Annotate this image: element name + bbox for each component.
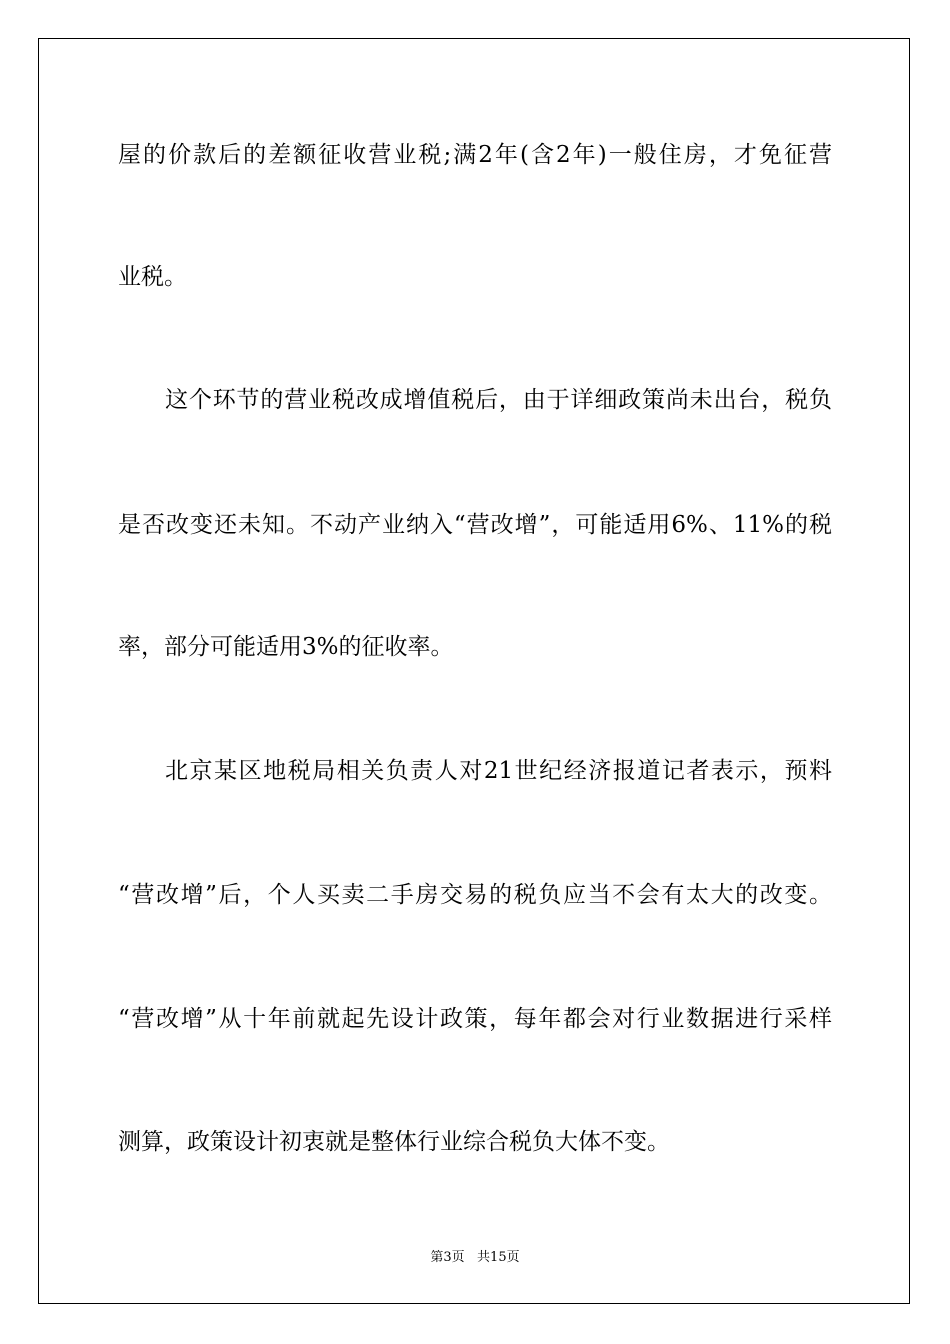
page-border — [38, 38, 910, 1304]
paragraph-line-1: 屋的价款后的差额征收营业税;满2年(含2年)一般住房，才免征营 — [118, 142, 832, 168]
paragraph-line-3: 这个环节的营业税改成增值税后，由于详细政策尚未出台，税负 — [165, 387, 832, 413]
paragraph-line-8: “营改增”从十年前就起先设计政策，每年都会对行业数据进行采样 — [118, 1006, 832, 1032]
paragraph-line-6: 北京某区地税局相关负责人对21世纪经济报道记者表示，预料 — [165, 758, 832, 784]
page-footer: 第3页 共15页 — [430, 1250, 520, 1265]
paragraph-line-9: 测算，政策设计初衷就是整体行业综合税负大体不变。 — [118, 1129, 670, 1155]
paragraph-line-2: 业税。 — [118, 264, 187, 290]
paragraph-line-4: 是否改变还未知。不动产业纳入“营改增”，可能适用6%、11%的税 — [118, 512, 832, 538]
paragraph-line-7: “营改增”后，个人买卖二手房交易的税负应当不会有太大的改变。 — [118, 882, 832, 908]
paragraph-line-5: 率，部分可能适用3%的征收率。 — [118, 634, 454, 660]
